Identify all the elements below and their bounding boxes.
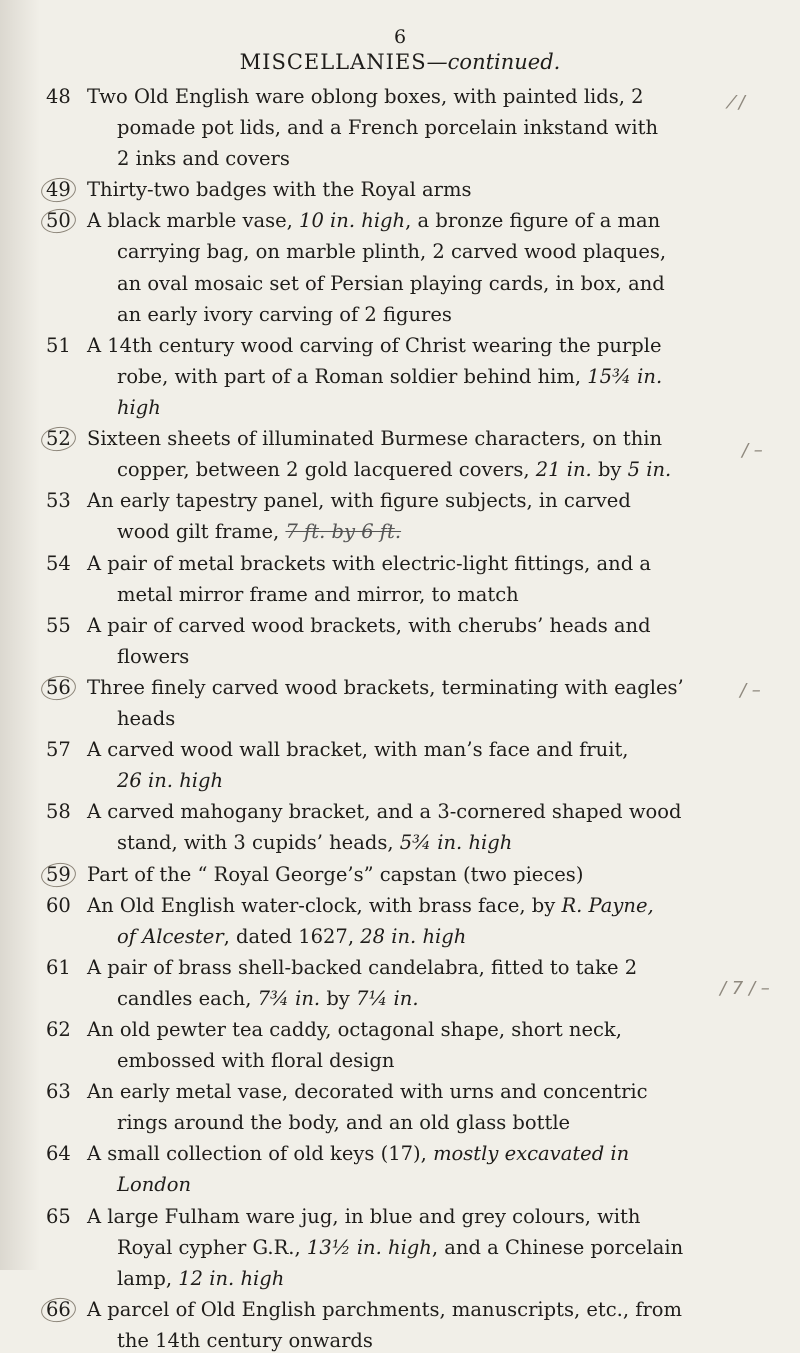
page-number: 6 xyxy=(393,26,407,48)
lot-description-line: A pair of metal brackets with electric-light fittings, and a xyxy=(87,551,652,575)
pencil-annotation: / – xyxy=(742,440,763,461)
lot-description-line: 26 in. high xyxy=(117,769,224,793)
lot-number: 57 xyxy=(46,738,71,762)
lot-description-line: heads xyxy=(117,706,176,730)
lot-description-line: robe, with part of a Roman soldier behind him, 15¾ in. xyxy=(117,364,663,388)
lot-number: 53 xyxy=(46,489,71,513)
lot-description-line: A pair of carved wood brackets, with cherubs’ heads and xyxy=(87,613,651,637)
lot-description-line: candles each, 7¾ in. by 7¼ in. xyxy=(117,986,419,1010)
lot-description-line: An Old English water-clock, with brass face, by R. Payne, xyxy=(87,893,654,917)
lot-number: 66 xyxy=(46,1297,86,1322)
lot-description-line: wood gilt frame, 7 ft. by 6 ft. xyxy=(117,520,402,544)
lot-number: 56 xyxy=(46,675,86,700)
lot-description-line: London xyxy=(117,1173,192,1197)
lot-description-line: Thirty-two badges with the Royal arms xyxy=(87,178,472,202)
lot-description-line: Part of the “ Royal George’s” capstan (two pieces) xyxy=(87,862,584,886)
lot-description-line: An old pewter tea caddy, octagonal shape, short neck, xyxy=(87,1018,622,1041)
lot-description-line: flowers xyxy=(117,644,190,668)
lot-description-line: A carved wood wall bracket, with man’s face and fruit, xyxy=(87,738,629,762)
lot-description-line: the 14th century onwards xyxy=(117,1328,373,1352)
lot-number: 61 xyxy=(46,955,71,979)
lot-description-line: Two Old English ware oblong boxes, with painted lids, 2 xyxy=(87,85,644,108)
lot-description-line: embossed with floral design xyxy=(117,1049,395,1073)
lot-number: 62 xyxy=(46,1018,71,1041)
lot-description-line: An early tapestry panel, with figure subjects, in carved xyxy=(87,489,631,513)
lot-number: 58 xyxy=(46,800,71,824)
page-edge-shadow xyxy=(0,0,40,1270)
lot-number: 51 xyxy=(46,333,71,357)
heading-main: MISCELLANIES xyxy=(239,50,427,74)
lot-description-line: lamp, 12 in. high xyxy=(117,1266,285,1290)
lot-description-line: A 14th century wood carving of Christ wearing the purple xyxy=(87,333,662,357)
lot-description-line: An early metal vase, decorated with urns and concentric xyxy=(87,1080,648,1104)
lot-description-line: metal mirror frame and mirror, to match xyxy=(117,582,519,606)
lot-number: 55 xyxy=(46,613,71,637)
heading-continued: —continued. xyxy=(426,50,561,74)
lot-number: 48 xyxy=(46,85,71,108)
pencil-annotation: / 7 / – xyxy=(720,978,770,999)
lot-description-line: 2 inks and covers xyxy=(117,147,290,171)
pencil-annotation: / – xyxy=(740,680,761,701)
pencil-annotation: ⁄ / xyxy=(730,92,745,113)
lot-description-line: carrying bag, on marble plinth, 2 carved wood plaques, xyxy=(117,240,667,264)
lot-number: 50 xyxy=(46,208,86,233)
lot-number: 52 xyxy=(46,426,86,451)
lot-number: 65 xyxy=(46,1204,71,1228)
lot-number: 49 xyxy=(46,177,86,202)
lot-description-line: A large Fulham ware jug, in blue and grey colours, with xyxy=(87,1204,641,1228)
lot-description-line: Sixteen sheets of illuminated Burmese characters, on thin xyxy=(87,427,663,451)
lot-description-line: pomade pot lids, and a French porcelain inkstand with xyxy=(117,116,659,140)
lot-description-line: A black marble vase, 10 in. high, a bronze figure of a man xyxy=(87,209,661,233)
lot-description-line: A carved mahogany bracket, and a 3-cornered shaped wood xyxy=(87,800,682,824)
lot-number: 54 xyxy=(46,551,71,575)
lot-description-line: stand, with 3 cupids’ heads, 5¾ in. high xyxy=(117,831,513,855)
lot-description-line: copper, between 2 gold lacquered covers, 21 in. by 5 in. xyxy=(117,458,672,482)
lot-description-line: Royal cypher G.R., 13½ in. high, and a Chinese porcelain xyxy=(117,1235,684,1259)
section-heading xyxy=(0,50,800,74)
lot-description-line: an early ivory carving of 2 figures xyxy=(117,302,452,326)
lot-description-line: A pair of brass shell-backed candelabra, fitted to take 2 xyxy=(87,955,638,979)
lot-description-line: of Alcester, dated 1627, 28 in. high xyxy=(117,924,467,948)
lot-description-line: high xyxy=(117,395,161,419)
lot-number: 63 xyxy=(46,1080,71,1104)
lot-description-line: A small collection of old keys (17), mostly excavated in xyxy=(87,1142,630,1166)
lot-description-line: an oval mosaic set of Persian playing cards, in box, and xyxy=(117,271,665,295)
lot-number: 59 xyxy=(46,862,86,887)
lot-description-line: A parcel of Old English parchments, manuscripts, etc., from xyxy=(87,1297,683,1321)
lot-description-line: rings around the body, and an old glass bottle xyxy=(117,1111,571,1135)
lot-description-line: Three finely carved wood brackets, terminating with eagles’ xyxy=(87,675,684,699)
lot-number: 64 xyxy=(46,1142,71,1166)
lot-number: 60 xyxy=(46,893,71,917)
